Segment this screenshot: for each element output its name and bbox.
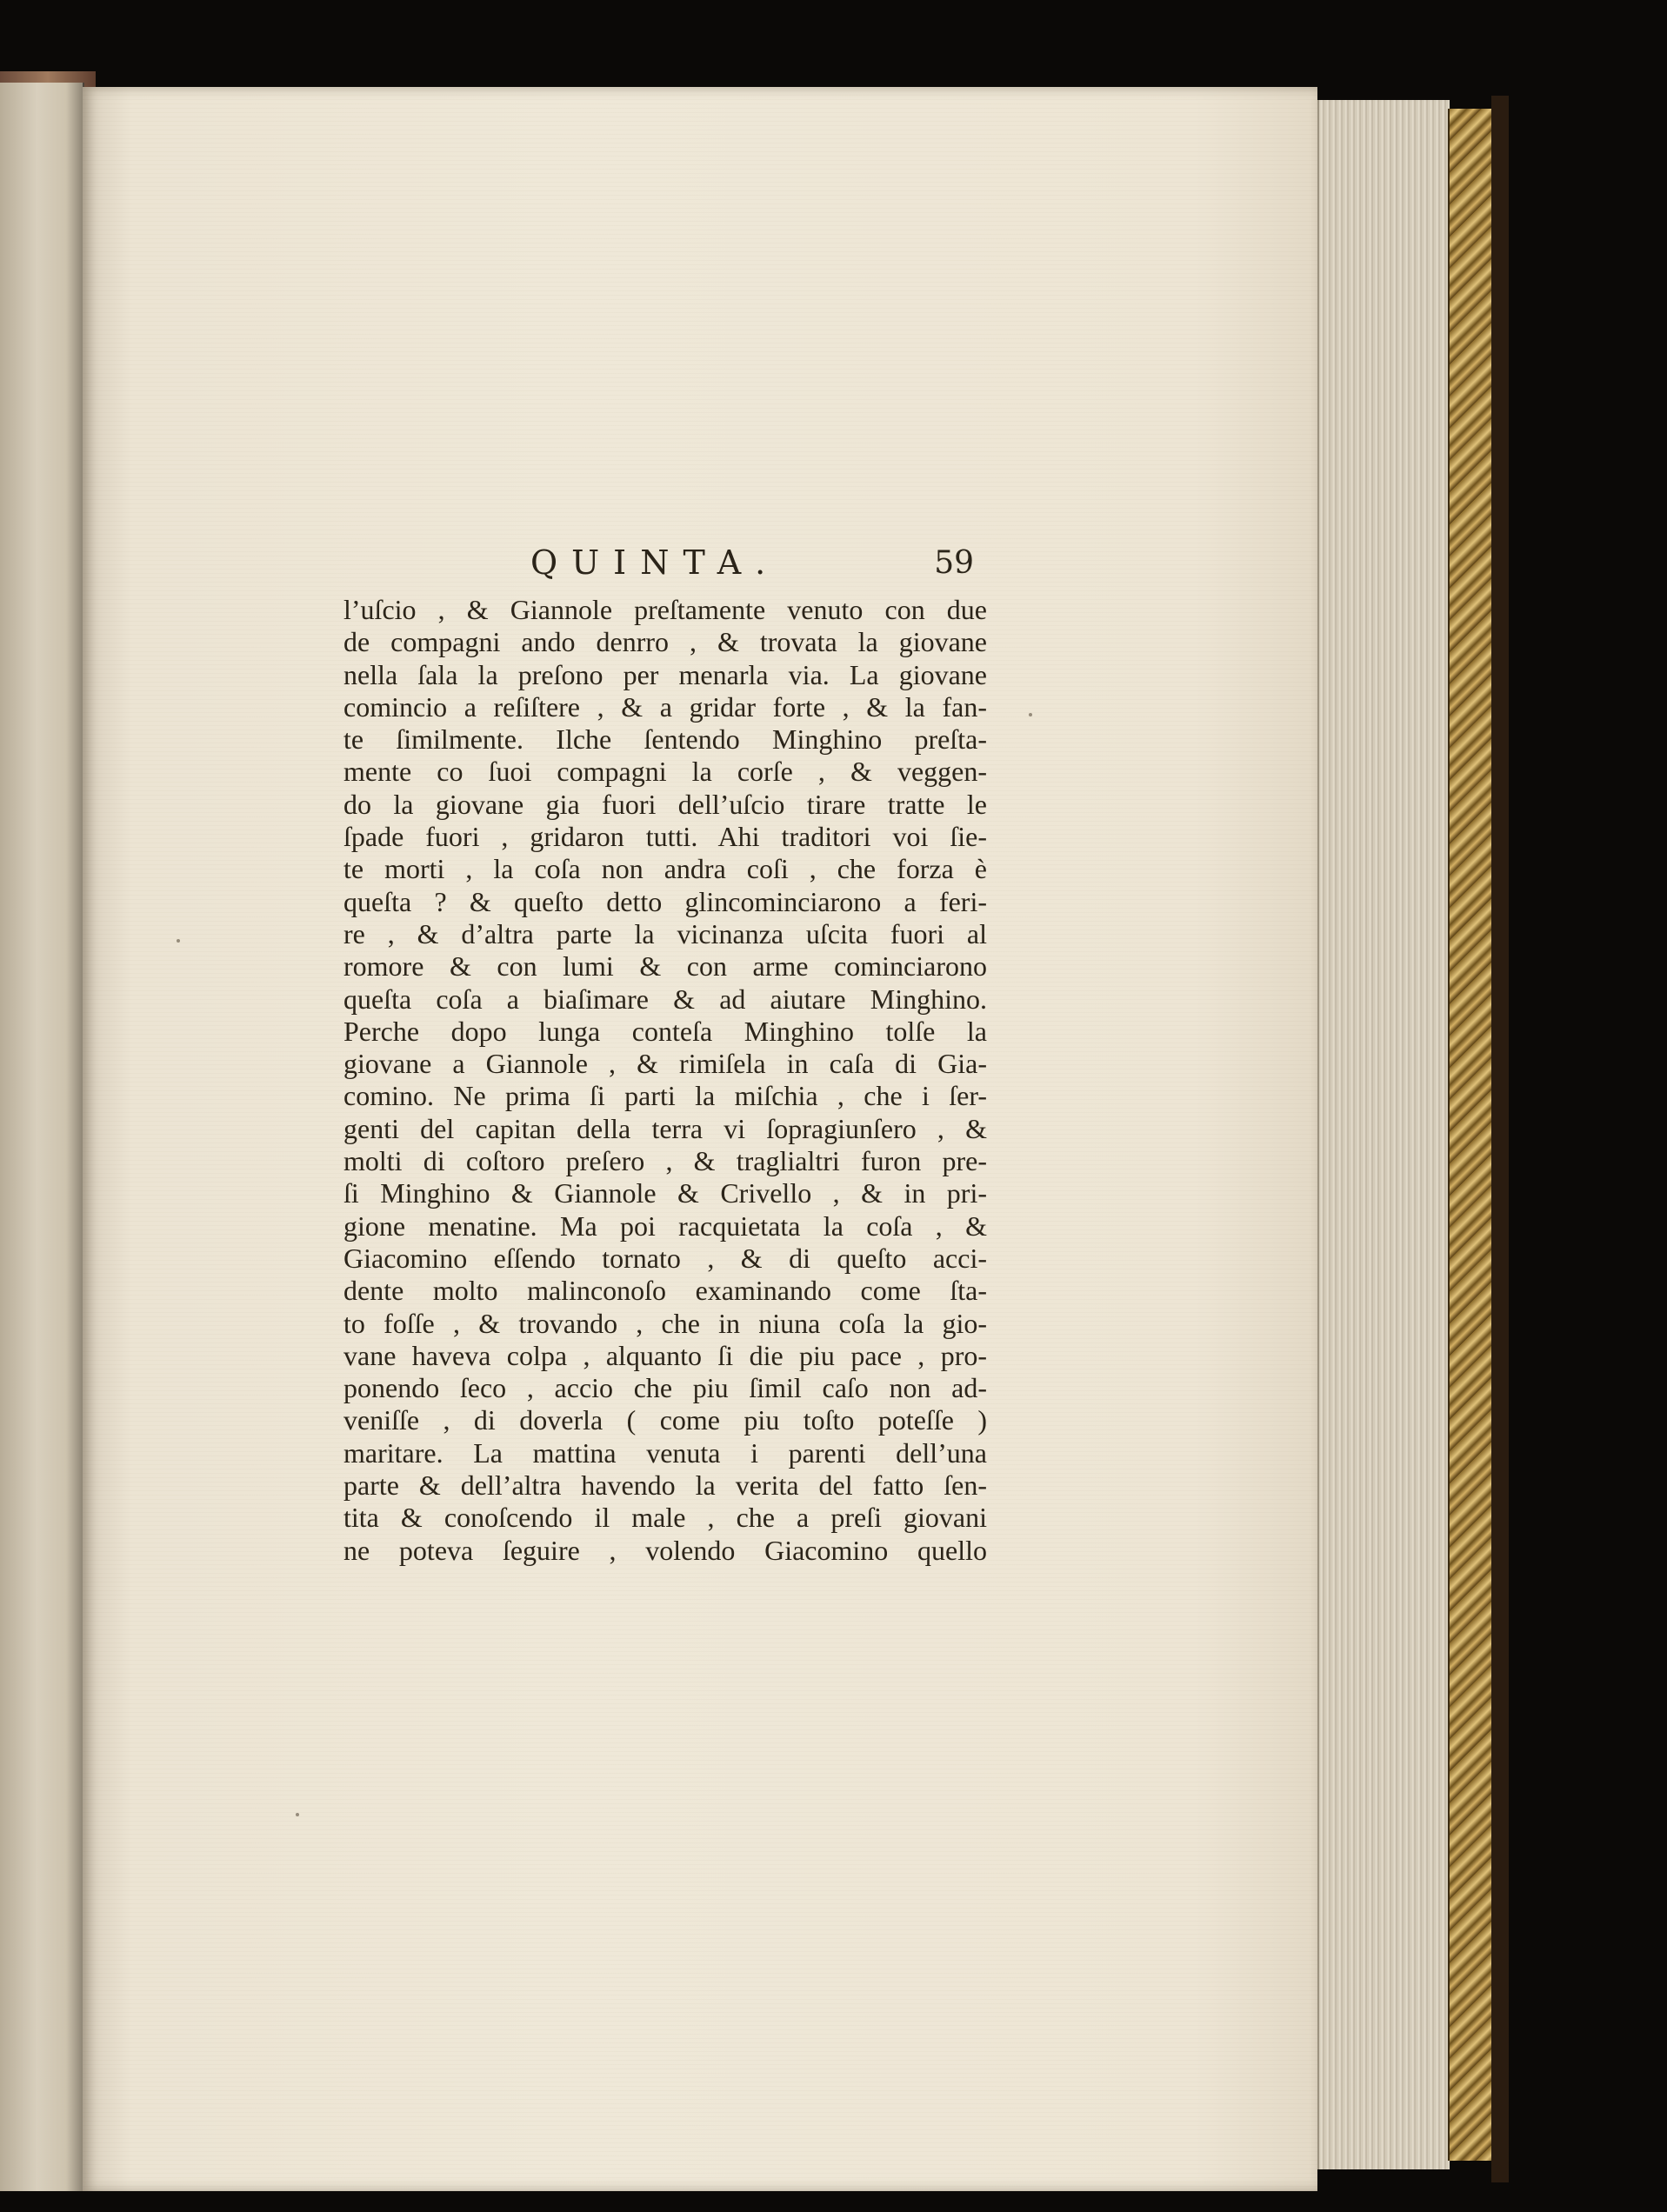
text-line: giovane a Giannole , & rimiſela in caſa di Gia- (343, 1048, 987, 1080)
previous-page-edge (0, 83, 84, 2191)
page-number: 59 (934, 545, 974, 581)
paper-speck (177, 939, 180, 943)
text-line: tita & conoſcendo il male , che a preſi giovani (343, 1502, 987, 1534)
text-line: ſpade fuori , gridaron tutti. Ahi traditori voi ſie- (343, 821, 987, 853)
text-line: Giacomino eſſendo tornato , & di queſto acci- (343, 1242, 987, 1274)
book-page (83, 87, 1317, 2191)
text-line: do la giovane gia fuori dell’uſcio tirare tratte le (343, 788, 987, 820)
text-line: molti di coſtoro preſero , & traglialtri furon pre- (343, 1145, 987, 1177)
text-line: te morti , la coſa non andra coſi , che forza è (343, 853, 987, 885)
text-line: re , & d’altra parte la vicinanza uſcita fuori al (343, 917, 987, 949)
text-line: te ſimilmente. Ilche ſentendo Minghino preſta- (343, 723, 987, 756)
running-head-title: QUINTA. (530, 543, 780, 582)
text-line: comincio a reſiſtere , & a gridar forte , & la fan- (343, 690, 987, 723)
text-line: ſi Minghino & Giannole & Crivello , & in pri- (343, 1177, 987, 1209)
body-text (343, 594, 987, 1567)
text-line: comino. Ne prima ſi parti la miſchia , che i ſer- (343, 1080, 987, 1112)
text-line: maritare. La mattina venuta i parenti dell’una (343, 1436, 987, 1469)
running-head (530, 543, 974, 596)
text-line: vane haveva colpa , alquanto ſi die piu pace , pro- (343, 1339, 987, 1371)
text-line: de compagni ando denrro , & trovata la giovane (343, 626, 987, 658)
right-cover-board (1491, 96, 1509, 2182)
paper-speck (296, 1813, 299, 1816)
paper-speck (1029, 713, 1032, 716)
text-line: parte & dell’altra havendo la verita del fatto ſen- (343, 1469, 987, 1502)
text-line: dente molto malinconoſo examinando come ſta- (343, 1275, 987, 1307)
text-line: queſta coſa a biaſimare & ad aiutare Minghino. (343, 983, 987, 1015)
text-line: to foſſe , & trovando , che in niuna coſa la gio- (343, 1307, 987, 1339)
page-fore-edge (1317, 100, 1450, 2169)
gilt-cover-edge (1448, 109, 1495, 2161)
text-line: gione menatine. Ma poi racquietata la coſa , & (343, 1209, 987, 1242)
text-line: genti del capitan della terra vi ſopragiunſero , & (343, 1112, 987, 1144)
text-line: romore & con lumi & con arme cominciarono (343, 950, 987, 983)
text-line: mente co ſuoi compagni la corſe , & veggen- (343, 756, 987, 788)
text-line: veniſſe , di doverla ( come piu toſto poteſſe ) (343, 1404, 987, 1436)
text-line: queſta ? & queſto detto glincominciarono a feri- (343, 885, 987, 917)
text-line: nella ſala la preſono per menarla via. La giovane (343, 658, 987, 690)
text-line: ne poteva ſeguire , volendo Giacomino quello (343, 1534, 987, 1566)
text-line: Perche dopo lunga conteſa Minghino tolſe la (343, 1015, 987, 1047)
text-line: l’uſcio , & Giannole preſtamente venuto con due (343, 594, 987, 625)
text-line: ponendo ſeco , accio che piu ſimil caſo non ad- (343, 1372, 987, 1404)
